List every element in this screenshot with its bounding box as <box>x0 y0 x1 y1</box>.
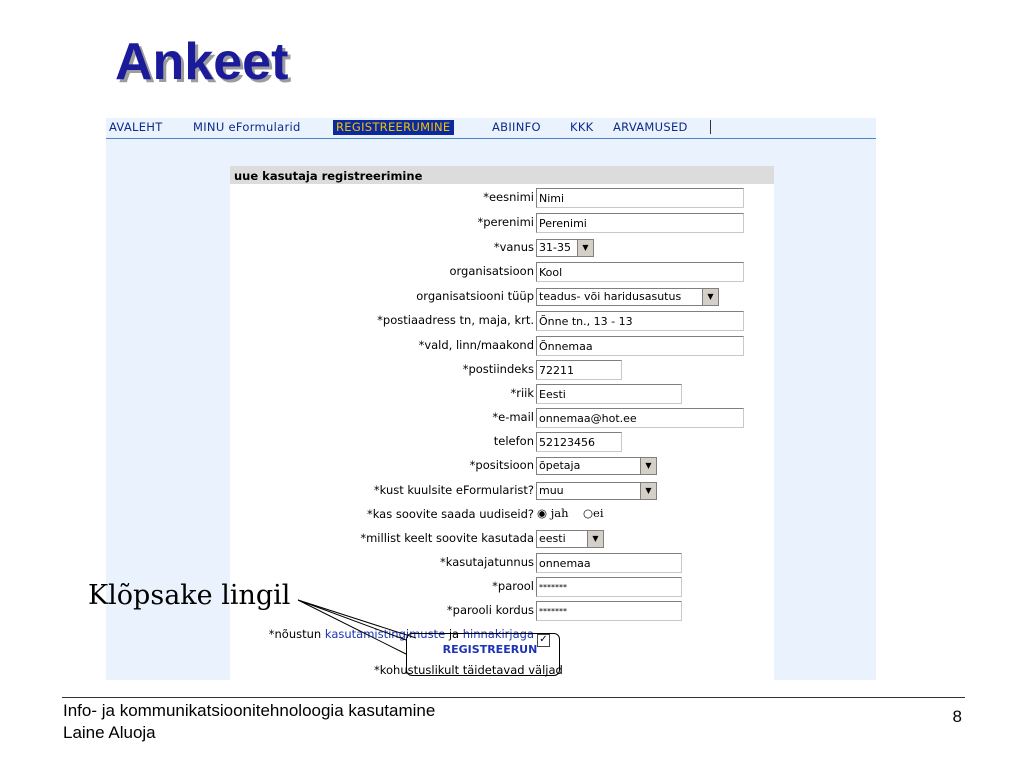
pricelist-link[interactable]: hinnakirjaga <box>462 627 534 641</box>
form-header: uue kasutaja registreerimine <box>230 166 774 184</box>
chevron-down-icon[interactable]: ▼ <box>640 458 656 474</box>
riik-input[interactable]: Eesti <box>536 384 682 404</box>
label-positsioon: *positsioon <box>469 458 534 472</box>
parool-input[interactable]: ******* <box>536 577 682 597</box>
radio-empty-icon: ○ <box>583 506 594 520</box>
terms-link[interactable]: kasutamistingimuste <box>324 627 446 641</box>
kust-kuulsite-select[interactable] <box>536 482 657 500</box>
organisatsioon-input[interactable]: Kool <box>536 262 744 282</box>
nav-arvamused[interactable]: ARVAMUSED <box>613 120 688 134</box>
footer-course: Info- ja kommunikatsioonitehnoloogia kasutamine <box>63 701 436 720</box>
label-keel: *millist keelt soovite kasutada <box>360 531 534 545</box>
keel-select[interactable] <box>536 530 604 548</box>
footer-divider <box>62 697 965 698</box>
register-button[interactable]: REGISTREERUN <box>442 643 538 656</box>
caption-text: Klõpsake lingil <box>88 580 291 611</box>
radio-ei[interactable] <box>583 506 604 520</box>
kust-kuulsite-value: muu <box>539 484 564 497</box>
label-organisatsiooni-tyyp: organisatsiooni tüüp <box>416 289 534 303</box>
agree-prefix: *nõustun <box>268 627 322 641</box>
required-note: *kohustuslikult täidetavad väljad <box>374 663 563 677</box>
email-input[interactable]: onnemaa@hot.ee <box>536 408 744 428</box>
label-email: *e-mail <box>492 410 534 424</box>
label-perenimi: *perenimi <box>477 215 534 229</box>
kasutajatunnus-input[interactable]: onnemaa <box>536 553 682 573</box>
agree-checkbox[interactable]: ✓ <box>537 634 550 647</box>
slide-title: Ankeet <box>115 33 289 91</box>
chevron-down-icon[interactable]: ▼ <box>702 289 718 305</box>
organisatsiooni-tyyp-value: teadus- või haridusasutus <box>539 290 682 303</box>
label-riik: *riik <box>510 386 534 400</box>
footer-author: Laine Aluoja <box>63 723 156 742</box>
vald-linn-input[interactable]: Õnnemaa <box>536 336 744 356</box>
vanus-select[interactable] <box>536 239 594 257</box>
telefon-input[interactable]: 52123456 <box>536 432 622 452</box>
footer-text <box>63 700 435 744</box>
label-kust-kuulsite: *kust kuulsite eFormularist? <box>373 483 534 497</box>
keel-value: eesti <box>539 532 566 545</box>
eesnimi-input[interactable]: Nimi <box>536 188 744 208</box>
label-organisatsioon: organisatsioon <box>449 264 534 278</box>
registration-form <box>230 166 774 680</box>
nav-avaleht[interactable]: AVALEHT <box>109 120 163 134</box>
label-eesnimi: *eesnimi <box>483 190 534 204</box>
positsioon-select[interactable] <box>536 457 657 475</box>
parooli-kordus-input[interactable]: ******* <box>536 601 682 621</box>
perenimi-input[interactable]: Perenimi <box>536 213 744 233</box>
radio-jah-label: jah <box>550 506 569 520</box>
nav-registreerumine[interactable]: REGISTREERUMINE <box>333 120 454 135</box>
nav-kkk[interactable]: KKK <box>570 120 594 134</box>
postiaadress-input[interactable]: Õnne tn., 13 - 13 <box>536 311 744 331</box>
radio-ei-label: ei <box>593 506 604 520</box>
label-parool: *parool <box>492 579 534 593</box>
label-parooli-kordus: *parooli kordus <box>446 603 534 617</box>
callout-box <box>406 633 560 676</box>
label-vanus: *vanus <box>493 240 534 254</box>
label-uudised: *kas soovite saada uudiseid? <box>366 507 534 521</box>
label-postiaadress: *postiaadress tn, maja, krt. <box>377 313 534 327</box>
positsioon-value: õpetaja <box>539 459 581 472</box>
page-number: 8 <box>952 707 962 726</box>
postiindeks-input[interactable]: 72211 <box>536 360 622 380</box>
label-telefon: telefon <box>493 434 534 448</box>
radio-jah[interactable] <box>537 506 569 520</box>
organisatsiooni-tyyp-select[interactable] <box>536 288 719 306</box>
radio-selected-icon: ◉ <box>537 506 548 520</box>
nav-separator <box>710 120 711 134</box>
chevron-down-icon[interactable]: ▼ <box>640 483 656 499</box>
chevron-down-icon[interactable]: ▼ <box>577 240 593 256</box>
chevron-down-icon[interactable]: ▼ <box>587 531 603 547</box>
label-kasutajatunnus: *kasutajatunnus <box>440 555 534 569</box>
label-vald-linn: *vald, linn/maakond <box>418 338 534 352</box>
label-postiindeks: *postiindeks <box>462 362 534 376</box>
top-nav <box>106 118 876 139</box>
vanus-value: 31-35 <box>539 241 571 254</box>
nav-abiinfo[interactable]: ABIINFO <box>492 120 541 134</box>
nav-minu-eformularid[interactable]: MINU eFormularid <box>193 120 301 134</box>
agree-middle: ja <box>448 627 460 641</box>
